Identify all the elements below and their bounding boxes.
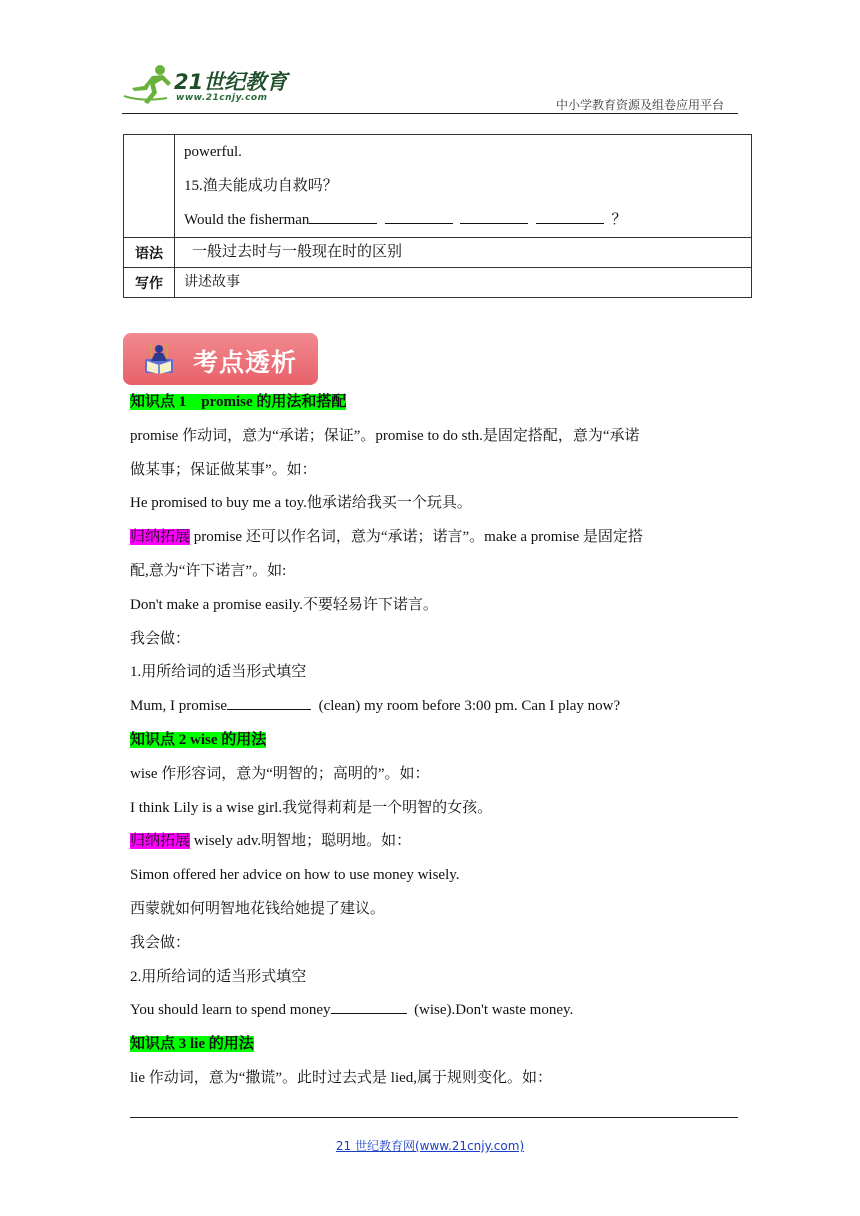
footer-link[interactable]: 21 世纪教育网(www.21cnjy.com) <box>335 1139 525 1153</box>
banner-title: 考点透析 <box>193 348 298 377</box>
exercise-line: You should learn to spend money (wise).Don't waste money. <box>130 994 740 1028</box>
content-body <box>130 386 740 1096</box>
answer-blank[interactable] <box>460 209 528 224</box>
answer-blank[interactable] <box>309 209 377 224</box>
table-row <box>124 238 752 268</box>
q15-prefix: Would the fisherman <box>184 212 310 228</box>
summary-table <box>123 134 752 298</box>
text-line: wise 作形容词，意为“明智的；高明的”。如： <box>130 765 430 782</box>
logo-url-text: www.21cnjy.com <box>176 93 268 103</box>
platform-name: 中小学教育资源及组卷应用平台 <box>555 98 724 112</box>
example-line: Don't make a promise easily.不要轻易许下诺言。 <box>130 596 438 613</box>
extension-tag: 归纳拓展 <box>130 833 191 850</box>
table-row <box>124 268 752 298</box>
table-row <box>124 135 752 238</box>
logo <box>122 62 292 108</box>
table-line: 15.渔夫能成功自救吗？ <box>184 178 338 194</box>
practice-heading: 我会做： <box>130 934 191 951</box>
knowledge-title: 知识点 3 lie 的用法 <box>130 1036 254 1053</box>
grammar-label: 语法 <box>124 238 175 268</box>
section-banner <box>123 333 318 385</box>
extension-tag: 归纳拓展 <box>130 529 191 546</box>
header-divider <box>122 113 738 114</box>
book-reading-icon <box>141 341 177 377</box>
example-translation: 西蒙就如何明智地花钱给她提了建议。 <box>130 900 386 917</box>
answer-blank[interactable] <box>227 695 311 710</box>
question-15-line <box>184 203 751 237</box>
exercise-instruction: 1.用所给词的适当形式填空 <box>130 664 307 681</box>
answer-blank[interactable] <box>331 999 407 1014</box>
example-line: He promised to buy me a toy.他承诺给我买一个玩具。 <box>130 495 472 512</box>
empty-label-cell <box>124 135 175 238</box>
table-line: powerful. <box>184 144 242 160</box>
footer-divider <box>130 1117 738 1118</box>
grammar-content: 一般过去时与一般现在时的区别 <box>175 238 752 268</box>
writing-content: 讲述故事 <box>175 268 752 298</box>
text-line: lie 作动词，意为“撒谎”。此时过去式是 lied,属于规则变化。如： <box>130 1069 553 1086</box>
exercise-instruction: 2.用所给词的适当形式填空 <box>130 968 307 985</box>
practice-heading: 我会做： <box>130 630 191 647</box>
extension-line: 归纳拓展 promise 还可以作名词，意为“承诺；诺言”。make a promise 是固定搭 <box>130 529 643 546</box>
page-header <box>0 0 860 120</box>
text-line: 配,意为“许下诺言”。如: <box>130 562 287 579</box>
answer-blank[interactable] <box>536 209 604 224</box>
example-line: I think Lily is a wise girl.我觉得莉莉是一个明智的女孩。 <box>130 799 493 816</box>
extension-line: 归纳拓展 wisely adv.明智地；聪明地。如： <box>130 833 412 850</box>
example-line: Simon offered her advice on how to use money wisely. <box>130 867 460 884</box>
text-line: 做某事；保证做某事”。如： <box>130 461 317 478</box>
writing-label: 写作 <box>124 268 175 298</box>
exercise-line: Mum, I promise (clean) my room before 3:00 pm. Can I play now? <box>130 690 740 724</box>
answer-blank[interactable] <box>385 209 453 224</box>
text-line: promise 作动词，意为“承诺；保证”。promise to do sth.是固定搭配，意为“承诺 <box>130 427 640 444</box>
logo-main-text: 21世纪教育 <box>174 70 288 94</box>
knowledge-title: 知识点 1 promise 的用法和搭配 <box>130 394 347 410</box>
knowledge-title: 知识点 2 wise 的用法 <box>130 731 267 748</box>
question-cell <box>175 135 752 238</box>
q15-end: ？ <box>611 212 627 228</box>
